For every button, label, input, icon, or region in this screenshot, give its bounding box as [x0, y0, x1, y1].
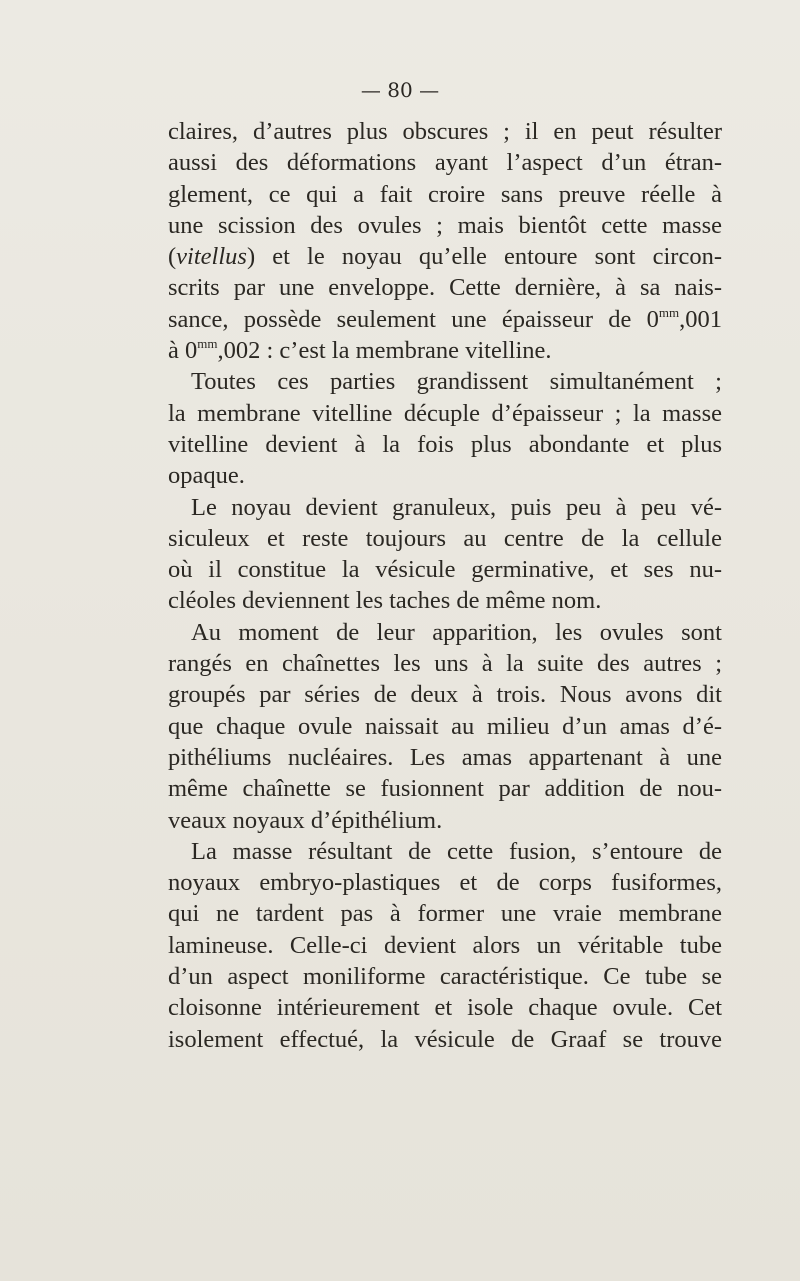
measure-value: ,002 : c’est la membrane vitelline. [217, 337, 552, 365]
text-line: opaque. [168, 462, 245, 490]
text-line: une scission des ovules ; mais bientôt cette masse [168, 211, 722, 239]
text-line: rangés en chaînettes les uns à la suite des autres ; [168, 650, 722, 678]
text-line: vitelline devient à la fois plus abondante et plus [168, 430, 722, 458]
page-number: — 80 — [360, 78, 440, 102]
body-text [168, 116, 722, 1055]
text-line: glement, ce qui a fait croire sans preuve réelle à [168, 180, 722, 208]
text-line: claires, d’autres plus obscures ; il en peut résulter [168, 118, 722, 145]
text-line: même chaînette se fusionnent par addition de nou- [168, 775, 722, 803]
italic-term: vitellus [176, 243, 247, 271]
text-line: scrits par une enveloppe. Cette dernière, à sa nais- [168, 274, 722, 302]
text-line: veaux noyaux d’épithélium. [168, 806, 443, 834]
text-line-measure-1 [168, 304, 722, 335]
line-rest: ) et le noyau qu’elle entoure sont circon- [246, 243, 722, 271]
text-line: Au moment de leur apparition, les ovules sont [191, 618, 722, 646]
text-line: groupés par séries de deux à trois. Nous avons dit [168, 681, 722, 709]
text-line: lamineuse. Celle-ci devient alors un véritable tube [168, 931, 722, 959]
text-line: où il constitue la vésicule germinative, et ses nu- [168, 556, 722, 584]
line-start: sance, possède seulement une épaisseur de 0 [168, 305, 659, 333]
unit-superscript: mm [197, 336, 218, 352]
text-line: la membrane vitelline décuple d’épaisseur ; la masse [168, 399, 722, 427]
text-line: d’un aspect moniliforme caractéristique. Ce tube se [168, 963, 722, 991]
text-line: noyaux embryo-plastiques et de corps fusiformes, [168, 869, 722, 897]
text-line: Toutes ces parties grandissent simultanément ; [191, 368, 722, 396]
text-line: qui ne tardent pas à former une vraie membrane [168, 900, 722, 928]
text-line: La masse résultant de cette fusion, s’entoure de [191, 837, 722, 865]
text-line: aussi des déformations ayant l’aspect d’un étran- [168, 149, 722, 177]
text-line: isolement effectué, la vésicule de Graaf se trouve [168, 1025, 722, 1053]
text-line: siculeux et reste toujours au centre de la cellule [168, 524, 722, 552]
text-line: cloisonne intérieurement et isole chaque ovule. Cet [168, 994, 722, 1022]
text-line-measure-2 [168, 335, 722, 366]
line-start: à 0 [168, 337, 198, 365]
unit-superscript: mm [658, 304, 680, 320]
paren-open: ( [168, 243, 177, 271]
text-line: cléoles deviennent les taches de même nom. [168, 587, 602, 615]
text-line: pithéliums nucléaires. Les amas appartenant à une [168, 743, 722, 771]
text-line: Le noyau devient granuleux, puis peu à peu vé- [191, 493, 722, 521]
text-line-vitellus [168, 241, 722, 272]
measure-value: ,001 [679, 305, 722, 333]
text-line: que chaque ovule naissait au milieu d’un amas d’é- [168, 712, 722, 740]
